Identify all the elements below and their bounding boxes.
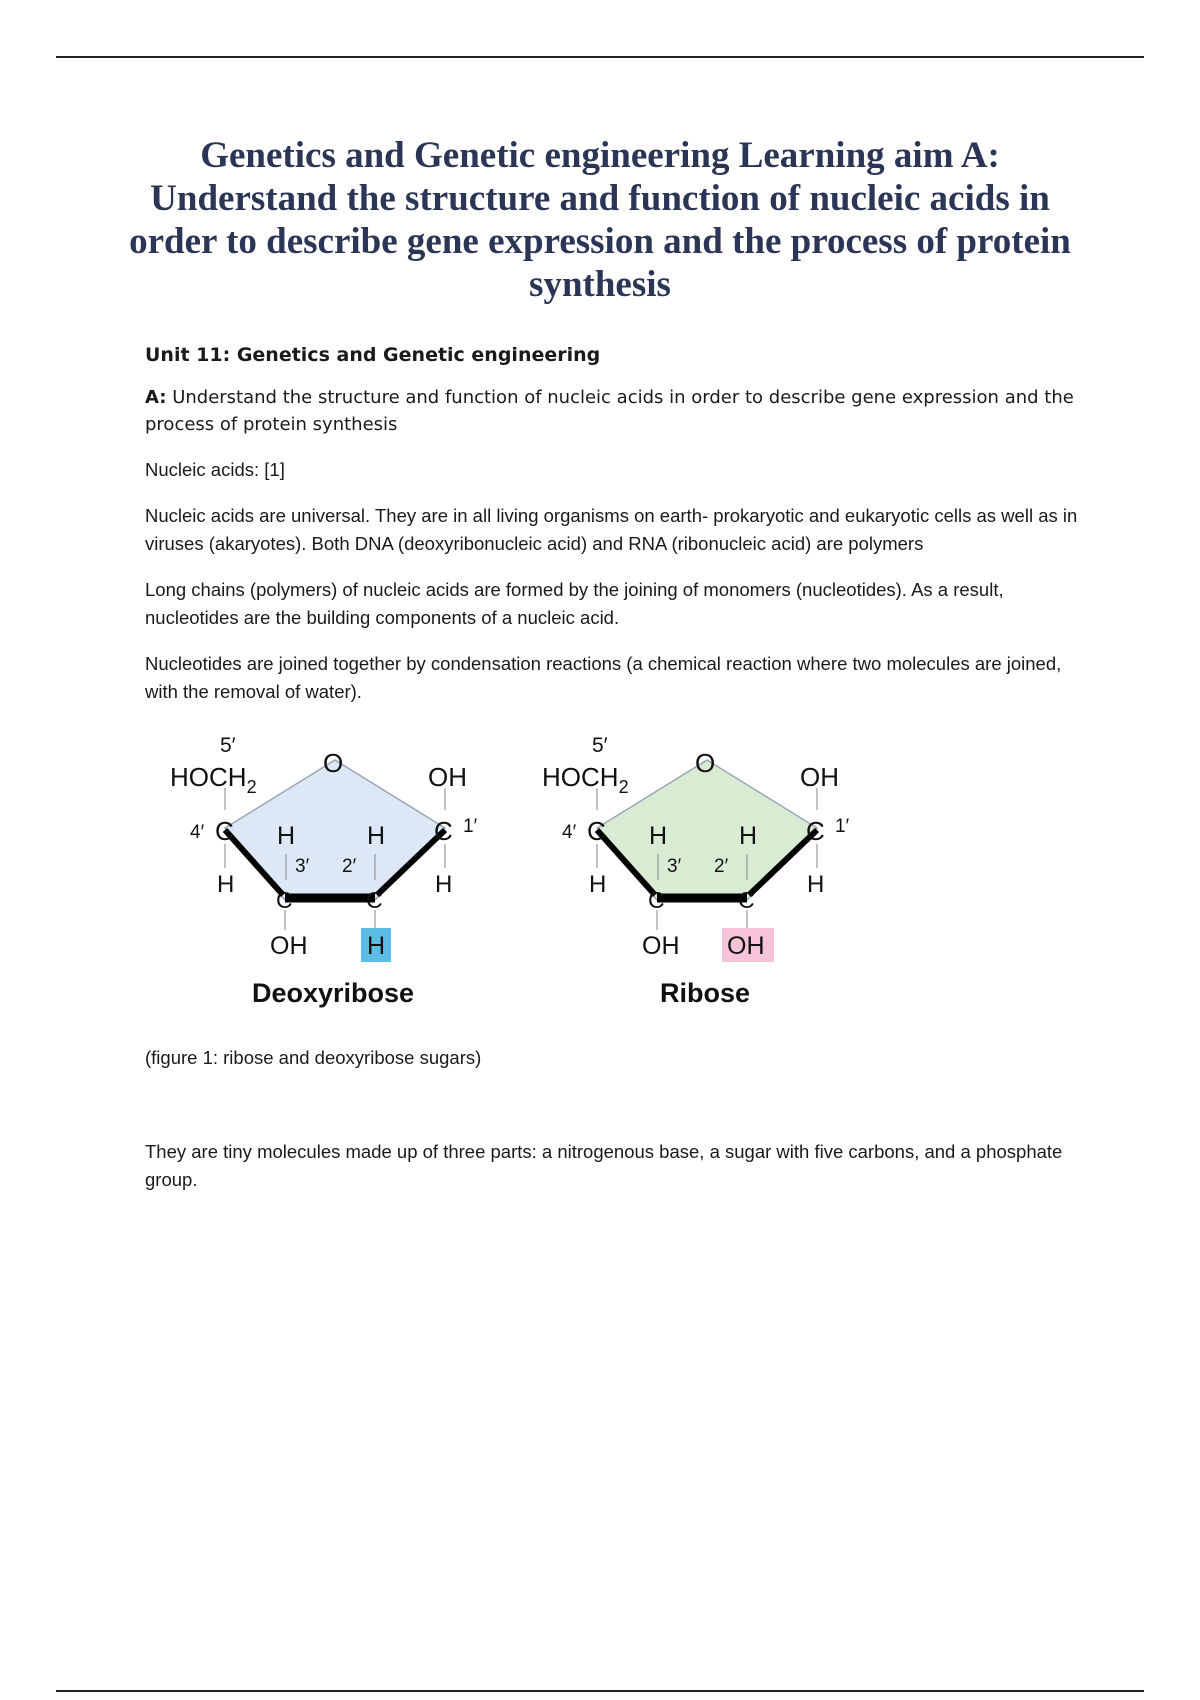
ribose-c2: C bbox=[738, 887, 755, 913]
nucleic-acids-label: Nucleic acids: [1] bbox=[145, 459, 285, 480]
deoxyribose-h2-group: H bbox=[367, 932, 386, 960]
aim-text: Understand the structure and function of nucleic acids in order to describe gene expression and the process of protein synthesis bbox=[145, 387, 1074, 435]
deoxyribose-5prime: 5′ bbox=[220, 734, 236, 757]
bottom-rule bbox=[56, 1690, 1144, 1692]
ribose-structure bbox=[542, 734, 850, 1008]
deoxyribose-2prime: 2′ bbox=[342, 856, 357, 877]
paragraph-condensation: Nucleotides are joined together by condensation reactions (a chemical reaction where two molecules are joined, with the removal of water). bbox=[145, 653, 1062, 702]
deoxyribose-4prime: 4′ bbox=[190, 822, 205, 843]
deoxyribose-structure bbox=[170, 734, 478, 1008]
ribose-h2-top: H bbox=[739, 822, 758, 850]
paragraph-polymers: Long chains (polymers) of nucleic acids are formed by the joining of monomers (nucleotides). As a result, nucleotides are the building components of a nucleic acid. bbox=[145, 579, 1004, 628]
deoxyribose-ring-oxygen: O bbox=[323, 748, 344, 778]
ribose-subscript: 2 bbox=[618, 777, 629, 797]
learning-aim bbox=[145, 384, 1095, 438]
deoxyribose-3prime: 3′ bbox=[295, 856, 310, 877]
sugar-structures-figure bbox=[145, 720, 865, 1020]
deoxyribose-label: Deoxyribose bbox=[251, 978, 415, 1008]
deoxyribose-hoch: HOCH bbox=[170, 762, 247, 792]
deoxyribose-c4: C bbox=[215, 816, 234, 846]
ribose-2prime: 2′ bbox=[714, 856, 729, 877]
ribose-c4: C bbox=[587, 816, 606, 846]
ribose-label: Ribose bbox=[659, 978, 751, 1008]
ribose-3prime: 3′ bbox=[667, 856, 682, 877]
top-rule bbox=[56, 56, 1144, 58]
paragraph-nucleotide-parts: They are tiny molecules made up of three parts: a nitrogenous base, a sugar with five carbons, and a phosphate group. bbox=[145, 1141, 1063, 1190]
ribose-h1: H bbox=[807, 871, 825, 898]
ribose-h4: H bbox=[589, 871, 607, 898]
deoxyribose-oh3: OH bbox=[270, 932, 308, 960]
deoxyribose-c1: C bbox=[434, 816, 453, 846]
svg-text:HOCH2 bbox=[542, 762, 629, 797]
ribose-oh-right: OH bbox=[800, 762, 839, 792]
deoxyribose-h4: H bbox=[217, 871, 235, 898]
svg-text:HOCH2 bbox=[170, 762, 257, 797]
deoxyribose-subscript: 2 bbox=[246, 777, 257, 797]
ribose-oh2-group: OH bbox=[727, 932, 765, 960]
deoxyribose-c3: C bbox=[276, 887, 293, 913]
ribose-1prime: 1′ bbox=[835, 816, 850, 837]
document-title: Genetics and Genetic engineering Learning aim A: Understand the structure and function of nucleic acids in order to describe gene expression and the process of protein synthesis bbox=[129, 135, 1071, 305]
ribose-oh3: OH bbox=[642, 932, 680, 960]
ribose-5prime: 5′ bbox=[592, 734, 608, 757]
deoxyribose-ring bbox=[225, 760, 445, 900]
deoxyribose-1prime: 1′ bbox=[463, 816, 478, 837]
deoxyribose-c2: C bbox=[366, 887, 383, 913]
deoxyribose-oh-right: OH bbox=[428, 762, 467, 792]
unit-heading: Unit 11: Genetics and Genetic engineering bbox=[145, 344, 601, 366]
ribose-h3-top: H bbox=[649, 822, 668, 850]
deoxyribose-h3-top: H bbox=[277, 822, 296, 850]
ribose-4prime: 4′ bbox=[562, 822, 577, 843]
deoxyribose-h1: H bbox=[435, 871, 453, 898]
paragraph-universal: Nucleic acids are universal. They are in all living organisms on earth- prokaryotic and eukaryotic cells as well as in viruses (akaryotes). Both DNA (deoxyribonucleic acid) and RNA (ribonucleic acid) are polymers bbox=[145, 505, 1078, 554]
ribose-ring-oxygen: O bbox=[695, 748, 716, 778]
deoxyribose-h2-top: H bbox=[367, 822, 386, 850]
aim-label: A: bbox=[145, 387, 167, 408]
ribose-c1: C bbox=[806, 816, 825, 846]
figure-caption: (figure 1: ribose and deoxyribose sugars) bbox=[145, 1047, 482, 1068]
ribose-c3: C bbox=[648, 887, 665, 913]
ribose-ring bbox=[597, 760, 817, 900]
ribose-hoch: HOCH bbox=[542, 762, 619, 792]
